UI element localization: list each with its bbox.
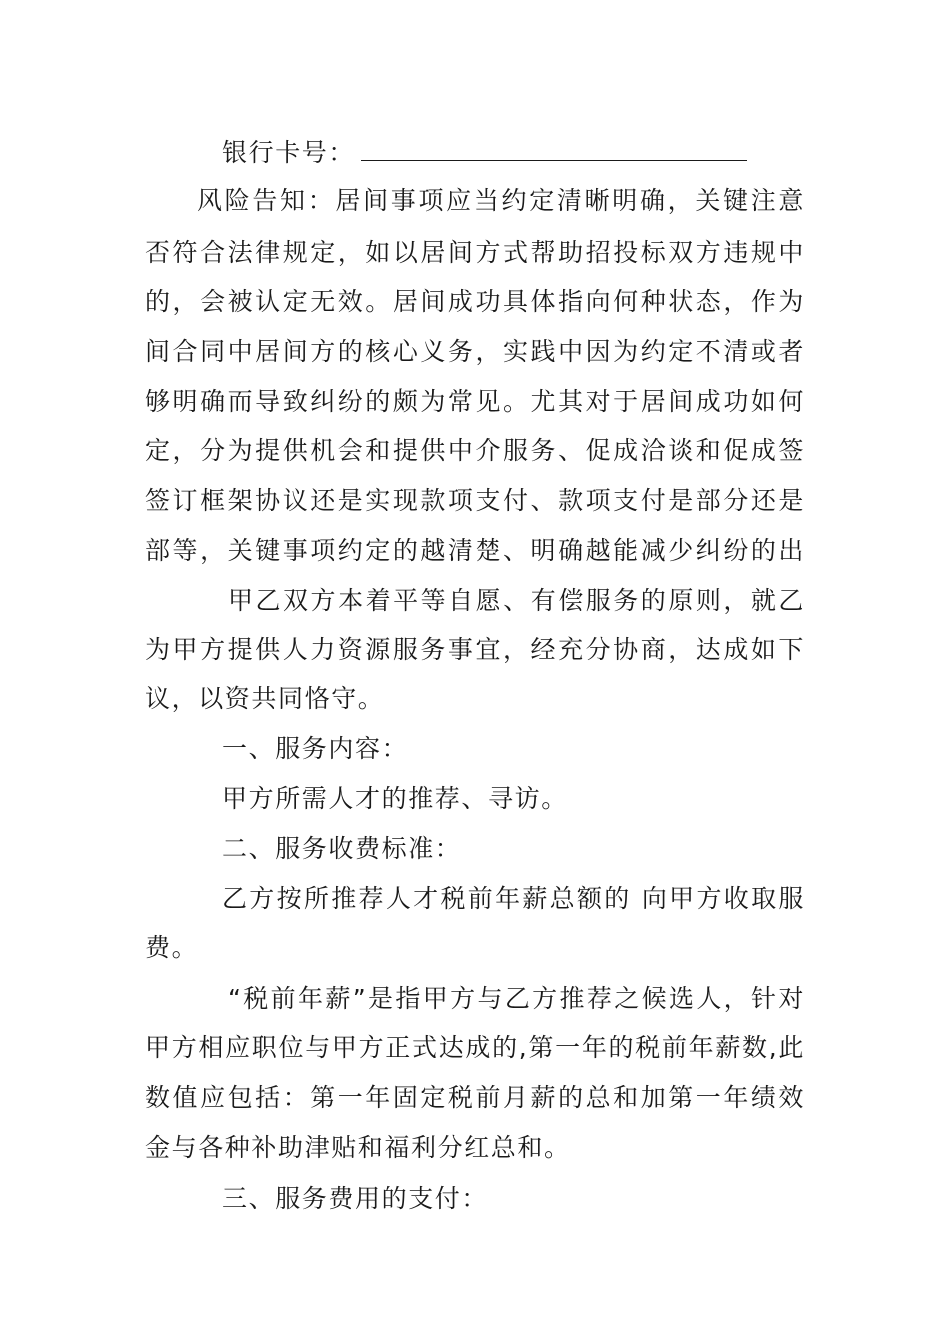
section1-heading: 一、服务内容：	[222, 734, 409, 763]
risk-notice-line-4: 间合同中居间方的核心义务，实践中因为约定不清或者	[145, 337, 805, 366]
section2-heading: 二、服务收费标准：	[222, 834, 462, 863]
bank-card-label: 银行卡号：	[222, 138, 356, 167]
risk-notice-line-5: 够明确而导致纠纷的颇为常见。尤其对于居间成功如何	[145, 387, 805, 416]
preamble-line-1: 甲乙双方本着平等自愿、有偿服务的原则，就乙	[228, 586, 805, 615]
section2-definition-line-4: 金与各种补助津贴和福利分红总和。	[145, 1133, 571, 1162]
preamble-line-3: 议，以资共同恪守。	[145, 684, 385, 713]
bank-card-blank	[361, 138, 747, 161]
bank-card-line	[222, 138, 805, 168]
section2-body-line-1: 乙方按所推荐人才税前年薪总额的 向甲方收取服	[222, 884, 805, 913]
risk-notice-line-7: 签订框架协议还是实现款项支付、款项支付是部分还是	[145, 486, 805, 515]
risk-notice-line-1: 风险告知：居间事项应当约定清晰明确，关键注意	[197, 186, 805, 215]
section2-definition-line-1: “税前年薪”是指甲方与乙方推荐之候选人，针对	[228, 984, 805, 1013]
section1-body: 甲方所需人才的推荐、寻访。	[222, 784, 568, 813]
section2-definition-line-3: 数值应包括：第一年固定税前月薪的总和加第一年绩效	[145, 1083, 805, 1112]
risk-notice-line-2: 否符合法律规定，如以居间方式帮助招投标双方违规中	[145, 238, 805, 267]
risk-notice-line-3: 的，会被认定无效。居间成功具体指向何种状态，作为	[145, 287, 805, 316]
section2-body-line-2: 费。	[145, 933, 199, 962]
section3-heading: 三、服务费用的支付：	[222, 1184, 489, 1213]
risk-notice-line-8: 部等，关键事项约定的越清楚、明确越能减少纠纷的出	[145, 536, 805, 565]
preamble-line-2: 为甲方提供人力资源服务事宜，经充分协商，达成如下	[145, 635, 805, 664]
risk-notice-line-6: 定，分为提供机会和提供中介服务、促成洽谈和促成签	[145, 436, 805, 465]
section2-definition-line-2: 甲方相应职位与甲方正式达成的,第一年的税前年薪数,此	[145, 1033, 805, 1062]
